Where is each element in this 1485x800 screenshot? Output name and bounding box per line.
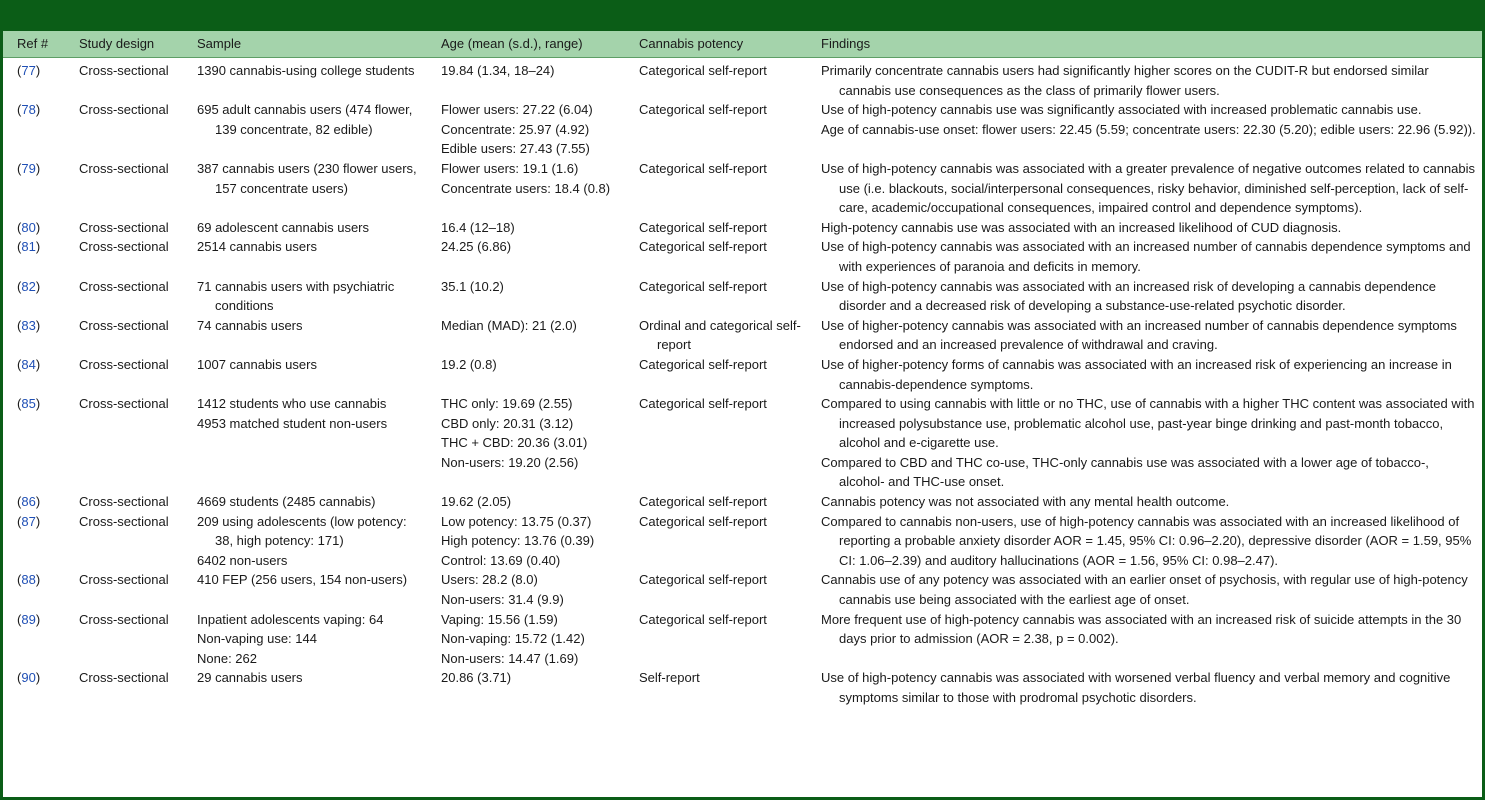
- ref-link[interactable]: 84: [21, 356, 36, 372]
- potency-cell: Categorical self-report: [639, 102, 767, 118]
- potency-cell: Categorical self-report: [639, 239, 767, 255]
- findings-line: More frequent use of high-potency cannabis was associated with an increased risk of suicide attempts in the 30 days prior to admission (AOR = 2.38, p = 0.002).: [821, 611, 1462, 647]
- ref-cell: (80): [17, 219, 41, 235]
- table-row: [3, 100, 1482, 159]
- ref-cell: (86): [17, 494, 41, 510]
- ref-link[interactable]: 88: [21, 572, 36, 588]
- ref-link[interactable]: 86: [21, 494, 36, 510]
- sample-cell: [183, 58, 427, 101]
- ref-link[interactable]: 85: [21, 396, 36, 412]
- findings-cell: [807, 492, 1482, 512]
- age-cell: [427, 100, 625, 159]
- study-design-cell: Cross-sectional: [79, 63, 169, 78]
- findings-line: Primarily concentrate cannabis users had significantly higher scores on the CUDIT-R but endorsed similar cannabis use consequences as the class of primarily flower users.: [821, 63, 1429, 98]
- table-row: [3, 58, 1482, 101]
- findings-cell: [807, 58, 1482, 101]
- age-line: 35.1 (10.2): [441, 278, 504, 294]
- ref-link[interactable]: 82: [21, 278, 36, 294]
- table-row: [3, 394, 1482, 492]
- sample-cell: [183, 277, 427, 316]
- age-line: Non-users: 14.47 (1.69): [441, 650, 579, 666]
- findings-line: Cannabis use of any potency was associated with an earlier onset of psychosis, with regular use of high-potency cannabis use being associated with the earliest age of onset.: [821, 572, 1468, 608]
- potency-cell: Categorical self-report: [639, 494, 767, 510]
- study-design-cell: Cross-sectional: [79, 102, 169, 118]
- findings-cell: [807, 668, 1482, 707]
- age-line: Median (MAD): 21 (2.0): [441, 317, 577, 333]
- potency-cell: Categorical self-report: [639, 356, 767, 372]
- age-cell: [427, 570, 625, 609]
- findings-line: Use of high-potency cannabis was associated with a greater prevalence of negative outcomes related to cannabis use (i.e. blackouts, social/interpersonal consequences, risky behavior, diminished self-perception, lack of self-care, academic/occupational consequences, impaired control and dependence symptoms).: [821, 160, 1475, 216]
- age-line: Control: 13.69 (0.40): [441, 552, 561, 568]
- ref-cell: (83): [17, 317, 41, 333]
- sample-line: 71 cannabis users with psychiatric conditions: [197, 278, 395, 314]
- ref-cell: (82): [17, 278, 41, 294]
- age-cell: [427, 218, 625, 238]
- potency-cell: Categorical self-report: [639, 396, 767, 412]
- findings-line: High-potency cannabis use was associated with an increased likelihood of CUD diagnosis.: [821, 219, 1342, 235]
- sample-line: 1412 students who use cannabis: [197, 396, 387, 412]
- table-row: [3, 237, 1482, 276]
- age-line: 19.84 (1.34, 18–24): [441, 63, 555, 78]
- table-title-bar: [0, 0, 1485, 31]
- sample-line: Non-vaping use: 144: [197, 631, 317, 647]
- findings-line: Use of high-potency cannabis was associated with an increased risk of developing a cannabis dependence disorder and a decreased risk of developing a substance-use-related psychotic disorder.: [821, 278, 1436, 314]
- study-design-cell: Cross-sectional: [79, 239, 169, 255]
- age-line: Vaping: 15.56 (1.59): [441, 611, 558, 627]
- age-line: Edible users: 27.43 (7.55): [441, 141, 590, 157]
- table-row: [3, 610, 1482, 669]
- sample-cell: [183, 100, 427, 159]
- ref-cell: (85): [17, 396, 41, 412]
- findings-cell: [807, 355, 1482, 394]
- findings-line: Cannabis potency was not associated with any mental health outcome.: [821, 494, 1230, 510]
- sample-cell: [183, 492, 427, 512]
- table-row: [3, 492, 1482, 512]
- age-cell: [427, 492, 625, 512]
- ref-cell: (87): [17, 513, 41, 529]
- ref-cell: (89): [17, 611, 41, 627]
- table-body: [3, 58, 1482, 708]
- age-cell: [427, 277, 625, 316]
- findings-line: Use of higher-potency forms of cannabis was associated with an increased risk of experiencing an increase in cannabis-dependence symptoms.: [821, 356, 1452, 392]
- findings-cell: [807, 218, 1482, 238]
- age-line: 19.2 (0.8): [441, 356, 497, 372]
- ref-link[interactable]: 80: [21, 219, 36, 235]
- potency-cell: Categorical self-report: [639, 572, 767, 588]
- age-line: Flower users: 19.1 (1.6): [441, 160, 579, 176]
- age-line: Users: 28.2 (8.0): [441, 572, 538, 588]
- age-cell: [427, 610, 625, 669]
- age-cell: [427, 355, 625, 394]
- findings-cell: [807, 277, 1482, 316]
- ref-cell: (78): [17, 102, 41, 118]
- sample-line: 2514 cannabis users: [197, 239, 317, 255]
- ref-cell: (79): [17, 160, 41, 176]
- sample-line: 1007 cannabis users: [197, 356, 317, 372]
- sample-cell: [183, 316, 427, 355]
- age-line: THC + CBD: 20.36 (3.01): [441, 435, 588, 451]
- studies-table: [3, 31, 1482, 708]
- study-design-cell: Cross-sectional: [79, 611, 169, 627]
- ref-cell: (84): [17, 356, 41, 372]
- potency-cell: Categorical self-report: [639, 219, 767, 235]
- header-cannabis-potency: Cannabis potency: [625, 31, 807, 58]
- sample-line: Inpatient adolescents vaping: 64: [197, 611, 384, 627]
- header-sample: Sample: [183, 31, 427, 58]
- header-findings: Findings: [807, 31, 1482, 58]
- study-design-cell: Cross-sectional: [79, 160, 169, 176]
- findings-cell: [807, 100, 1482, 159]
- sample-line: 4953 matched student non-users: [197, 415, 388, 431]
- age-cell: [427, 58, 625, 101]
- potency-cell: Self-report: [639, 670, 700, 686]
- age-line: Flower users: 27.22 (6.04): [441, 102, 593, 118]
- sample-line: 209 using adolescents (low potency: 38, high potency: 171): [197, 513, 407, 549]
- study-design-cell: Cross-sectional: [79, 670, 169, 686]
- findings-line: Compared to cannabis non-users, use of high-potency cannabis was associated with an increased likelihood of reporting a probable anxiety disorder AOR = 1.45, 95% CI: 0.96–2.20), depressive disorder (AOR = 1.59, 95% CI: 1.06–2.39) and auditory hallucinations (AOR = 1.56, 95% CI: 0.98–2.47).: [821, 513, 1472, 568]
- potency-cell: Categorical self-report: [639, 63, 767, 78]
- sample-line: 695 adult cannabis users (474 flower, 139 concentrate, 82 edible): [197, 102, 413, 137]
- age-line: 16.4 (12–18): [441, 219, 515, 235]
- findings-cell: [807, 512, 1482, 571]
- sample-cell: [183, 355, 427, 394]
- findings-line: Use of high-potency cannabis was associated with worsened verbal fluency and verbal memory and cognitive symptoms similar to those with prodromal psychotic disorders.: [821, 670, 1451, 705]
- sample-cell: [183, 610, 427, 669]
- header-study-design: Study design: [65, 31, 183, 58]
- age-line: Concentrate: 25.97 (4.92): [441, 121, 590, 137]
- age-cell: [427, 316, 625, 355]
- table-row: [3, 355, 1482, 394]
- sample-line: 410 FEP (256 users, 154 non-users): [197, 572, 408, 588]
- age-line: Non-users: 31.4 (9.9): [441, 592, 564, 608]
- study-design-cell: Cross-sectional: [79, 494, 169, 510]
- age-cell: [427, 668, 625, 707]
- table-row: [3, 512, 1482, 571]
- findings-line: Compared to using cannabis with little or no THC, use of cannabis with a higher THC content was associated with increased polysubstance use, problematic alcohol use, past-year binge drinking and past-month tobacco, alcohol and e-cigarette use.: [821, 396, 1475, 451]
- header-ref: Ref #: [3, 31, 65, 58]
- sample-cell: [183, 668, 427, 707]
- header-age: Age (mean (s.d.), range): [427, 31, 625, 58]
- sample-line: 69 adolescent cannabis users: [197, 219, 370, 235]
- table-row: [3, 159, 1482, 218]
- potency-cell: Categorical self-report: [639, 513, 767, 529]
- age-line: High potency: 13.76 (0.39): [441, 533, 595, 549]
- age-line: CBD only: 20.31 (3.12): [441, 415, 574, 431]
- ref-link[interactable]: 81: [21, 239, 36, 255]
- sample-line: 1390 cannabis-using college students: [197, 63, 415, 78]
- table-row: [3, 668, 1482, 707]
- ref-link[interactable]: 78: [21, 102, 36, 118]
- sample-line: 387 cannabis users (230 flower users, 157 concentrate users): [197, 160, 417, 196]
- ref-cell: (77): [17, 63, 41, 78]
- study-design-cell: Cross-sectional: [79, 219, 169, 235]
- findings-cell: [807, 159, 1482, 218]
- findings-cell: [807, 237, 1482, 276]
- table-header-row: [3, 31, 1482, 58]
- findings-line: Use of higher-potency cannabis was associated with an increased number of cannabis dependence symptoms endorsed and an increased prevalence of withdrawal and craving.: [821, 317, 1457, 353]
- ref-link[interactable]: 90: [21, 670, 36, 686]
- table-row: [3, 218, 1482, 238]
- findings-cell: [807, 394, 1482, 492]
- findings-line: Use of high-potency cannabis was associated with an increased number of cannabis dependence symptoms and with experiences of paranoia and deficits in memory.: [821, 239, 1471, 274]
- study-design-cell: Cross-sectional: [79, 278, 169, 294]
- ref-link[interactable]: 89: [21, 611, 36, 627]
- age-cell: [427, 237, 625, 276]
- findings-cell: [807, 316, 1482, 355]
- age-cell: [427, 394, 625, 492]
- study-design-cell: Cross-sectional: [79, 396, 169, 412]
- sample-line: 29 cannabis users: [197, 670, 303, 686]
- age-line: Non-users: 19.20 (2.56): [441, 454, 579, 470]
- ref-link[interactable]: 77: [21, 63, 36, 78]
- ref-link[interactable]: 83: [21, 317, 36, 333]
- potency-cell: Ordinal and categorical self-report: [639, 317, 801, 353]
- age-line: THC only: 19.69 (2.55): [441, 396, 573, 412]
- table-row: [3, 316, 1482, 355]
- sample-line: 6402 non-users: [197, 552, 288, 568]
- potency-cell: Categorical self-report: [639, 160, 767, 176]
- ref-link[interactable]: 79: [21, 160, 36, 176]
- potency-cell: Categorical self-report: [639, 611, 767, 627]
- ref-link[interactable]: 87: [21, 513, 36, 529]
- age-cell: [427, 159, 625, 218]
- age-line: Concentrate users: 18.4 (0.8): [441, 180, 611, 196]
- ref-cell: (81): [17, 239, 41, 255]
- findings-cell: [807, 570, 1482, 609]
- ref-cell: (90): [17, 670, 41, 686]
- sample-cell: [183, 394, 427, 492]
- study-design-cell: Cross-sectional: [79, 513, 169, 529]
- sample-cell: [183, 218, 427, 238]
- sample-line: 74 cannabis users: [197, 317, 303, 333]
- findings-line: Age of cannabis-use onset: flower users: 22.45 (5.59; concentrate users: 22.30 (5.20); edible users: 22.96 (5.92)).: [821, 121, 1476, 137]
- findings-cell: [807, 610, 1482, 669]
- potency-cell: Categorical self-report: [639, 278, 767, 294]
- findings-line: Compared to CBD and THC co-use, THC-only cannabis use was associated with a lower age of tobacco-, alcohol- and THC-use onset.: [821, 454, 1429, 490]
- age-line: Non-vaping: 15.72 (1.42): [441, 631, 585, 647]
- table-row: [3, 570, 1482, 609]
- sample-cell: [183, 570, 427, 609]
- sample-cell: [183, 237, 427, 276]
- study-design-cell: Cross-sectional: [79, 317, 169, 333]
- age-cell: [427, 512, 625, 571]
- age-line: 19.62 (2.05): [441, 494, 512, 510]
- table-row: [3, 277, 1482, 316]
- sample-cell: [183, 512, 427, 571]
- study-design-cell: Cross-sectional: [79, 572, 169, 588]
- age-line: 24.25 (6.86): [441, 239, 512, 255]
- sample-cell: [183, 159, 427, 218]
- sample-line: 4669 students (2485 cannabis): [197, 494, 376, 510]
- age-line: Low potency: 13.75 (0.37): [441, 513, 592, 529]
- sample-line: None: 262: [197, 650, 257, 666]
- findings-line: Use of high-potency cannabis use was significantly associated with increased problematic cannabis use.: [821, 102, 1422, 118]
- ref-cell: (88): [17, 572, 41, 588]
- study-design-cell: Cross-sectional: [79, 356, 169, 372]
- age-line: 20.86 (3.71): [441, 670, 512, 686]
